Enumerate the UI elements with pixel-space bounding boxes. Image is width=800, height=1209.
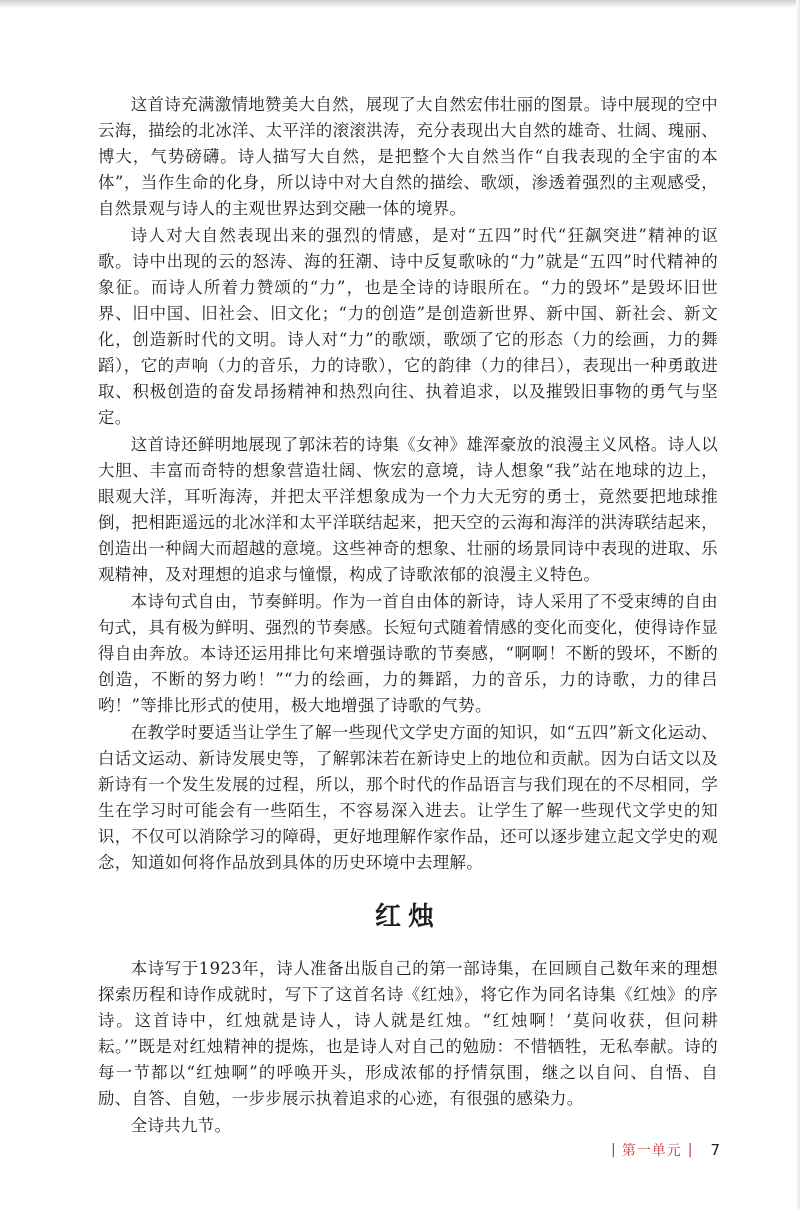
- footer-divider-right: |: [687, 1142, 693, 1158]
- right-edge-shade: [796, 0, 800, 1209]
- paragraph: 在教学时要适当让学生了解一些现代文学史方面的知识，如“五四”新文化运动、白话文运动、新诗发展史等，了解郭沫若在新诗史上的地位和贡献。因为白话文以及新诗有一个发生发展的过程，所以，那个时代的作品语言与我们现在的不尽相同，学生在学习时可能会有一些陌生，不容易深入进去。让学生了解一些现代文学史的知识，不仅可以消除学习的障碍，更好地理解作家作品，还可以逐步建立起文学史的观念，知道如何将作品放到具体的历史环境中去理解。: [98, 723, 718, 872]
- paragraph: 诗人对大自然表现出来的强烈的情感，是对“五四”时代“狂飙突进”精神的讴歌。诗中出现的云的怒涛、海的狂潮、诗中反复歌咏的“力”就是“五四”时代精神的象征。而诗人所着力赞颂的“力”，也是全诗的诗眼所在。“力的毁坏”是毁坏旧世界、旧中国、旧社会、旧文化；“力的创造”是创造新世界、新中国、新社会、新文化，创造新时代的文明。诗人对“力”的歌颂，歌颂了它的形态（力的绘画，力的舞蹈），它的声响（力的音乐，力的诗歌），它的韵律（力的律吕），表现出一种勇敢进取、积极创造的奋发昂扬精神和热烈向往、执着追求，以及摧毁旧事物的勇气与坚定。: [98, 226, 718, 427]
- unit-label: 第一单元: [621, 1143, 682, 1159]
- paragraph: 本诗句式自由，节奏鲜明。作为一首自由体的新诗，诗人采用了不受束缚的自由句式，具有极为鲜明、强烈的节奏感。长短句式随着情感的变化而变化，使得诗作显得自由奔放。本诗还运用排比句来增强诗歌的节奏感，“啊啊！不断的毁坏，不断的创造，不断的努力哟！”“力的绘画，力的舞蹈，力的音乐，力的诗歌，力的律吕哟！”等排比形式的使用，极大地增强了诗歌的气势。: [98, 592, 718, 715]
- footer-divider-left: |: [611, 1142, 616, 1158]
- top-edge-shade: [0, 0, 800, 8]
- page-number: 7: [710, 1141, 720, 1159]
- page-footer: [611, 1140, 720, 1160]
- paragraph: 全诗共九节。: [130, 1116, 232, 1135]
- section-title: 红烛: [374, 902, 441, 932]
- page-body: [98, 92, 718, 1140]
- paragraph: 这首诗还鲜明地展现了郭沫若的诗集《女神》雄浑豪放的浪漫主义风格。诗人以大胆、丰富而奇特的想象营造壮阔、恢宏的意境，诗人想象“我”站在地球的边上，眼观大洋，耳听海涛，并把太平洋想象成为一个力大无穷的勇士，竟然要把地球推倒，把相距遥远的北冰洋和太平洋联结起来，把天空的云海和海洋的洪涛联结起来，创造出一种阔大而超越的意境。这些神奇的想象、壮丽的场景同诗中表现的进取、乐观精神，及对理想的追求与憧憬，构成了诗歌浓郁的浪漫主义特色。: [98, 435, 718, 584]
- paragraph: 这首诗充满激情地赞美大自然，展现了大自然宏伟壮丽的图景。诗中展现的空中云海，描绘的北冰洋、太平洋的滚滚洪涛，充分表现出大自然的雄奇、壮阔、瑰丽、博大，气势磅礴。诗人描写大自然，是把整个大自然当作“自我表现的全宇宙的本体”，当作生命的化身，所以诗中对大自然的描绘、歌颂，渗透着强烈的主观感受，自然景观与诗人的主观世界达到交融一体的境界。: [98, 95, 718, 218]
- paragraph: 本诗写于1923年，诗人准备出版自己的第一部诗集，在回顾自己数年来的理想探索历程和诗作成就时，写下了这首名诗《红烛》，将它作为同名诗集《红烛》的序诗。这首诗中，红烛就是诗人，诗人就是红烛。“红烛啊！‘莫问收获，但问耕耘。’”既是对红烛精神的提炼，也是诗人对自己的勉励：不惜牺牲，无私奉献。诗的每一节都以“红烛啊”的呼唤开头，形成浓郁的抒情氛围，继之以自问、自悟、自励、自答、自勉，一步步展示执着追求的心迹，有很强的感染力。: [98, 959, 718, 1108]
